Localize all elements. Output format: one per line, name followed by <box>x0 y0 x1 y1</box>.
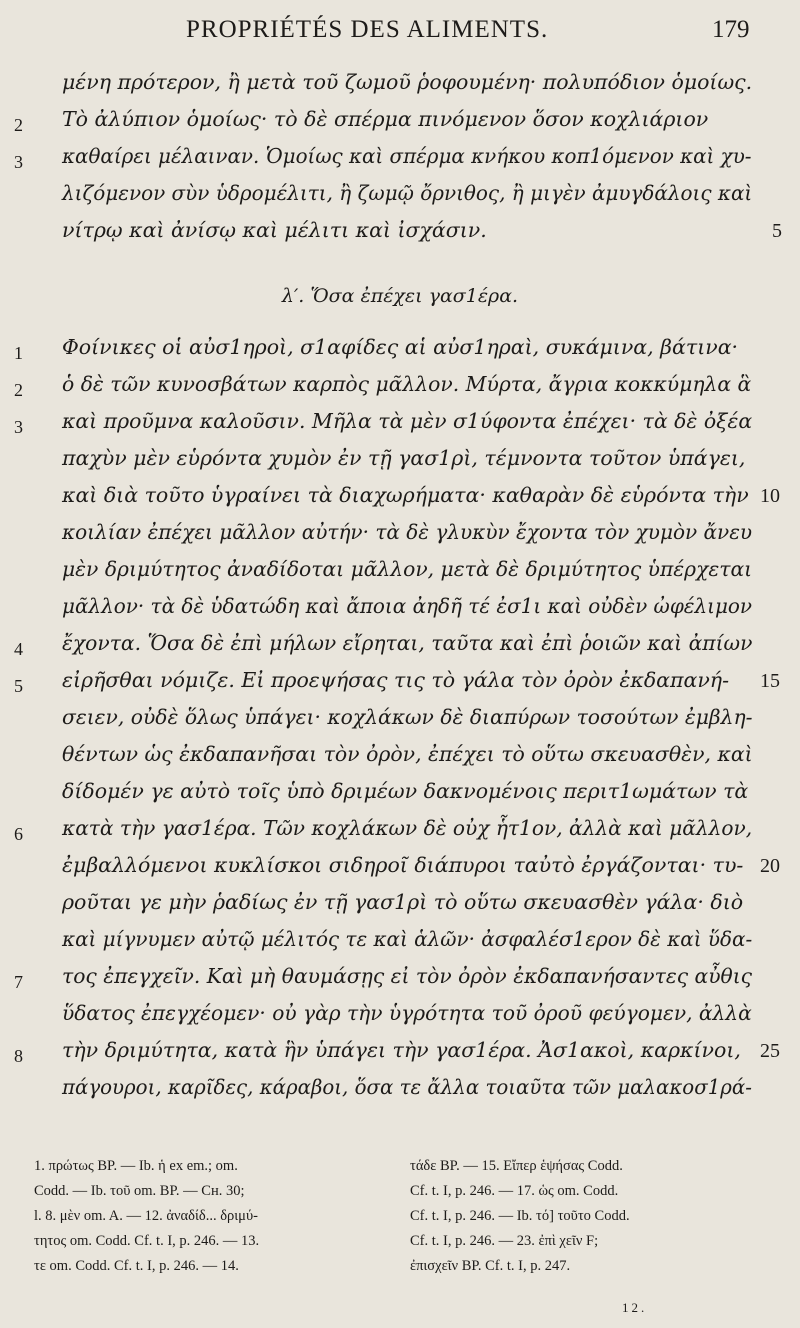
footnote-line: Codd. — Ib. τοῦ om. BP. — Cн. 30; <box>34 1183 245 1199</box>
text-line <box>0 631 800 671</box>
line-text: παχὺν μὲν εὑρόντα χυμὸν ἐν τῇ γασ1ρὶ, τέμνοντα τοῦτον ὑπάγει, <box>62 446 746 470</box>
footnotes <box>0 1158 800 1298</box>
line-text: μᾶλλον· τὰ δὲ ὑδατώδη καὶ ἄποια ἀηδῆ τέ ἐσ1ι καὶ οὐδὲν ὠφέλιμον <box>62 594 753 618</box>
line-text: τὴν δριμύτητα, κατὰ ἣν ὑπάγει τὴν γασ1έρα. Ἀσ1ακοὶ, καρκίνοι, <box>62 1038 741 1062</box>
line-count-marker: 5 <box>772 220 782 242</box>
paragraph-number: 3 <box>14 152 23 172</box>
text-line <box>0 409 800 449</box>
line-text: ὕδατος ἐπεγχέομεν· οὐ γὰρ τὴν ὑγρότητα τοῦ ὀροῦ φεύγομεν, ἀλλὰ <box>62 1001 752 1025</box>
text-line <box>0 1075 800 1115</box>
paragraph-number: 2 <box>14 380 23 400</box>
footnote-line: Cf. t. I, p. 246. — 17. ὡς om. Codd. <box>410 1183 619 1199</box>
text-line <box>0 372 800 412</box>
text-line <box>0 144 800 184</box>
line-text: ροῦται γε μὴν ῥαδίως ἐν τῇ γασ1ρὶ τὸ οὕτω σκευασθὲν γάλα· διὸ <box>62 890 744 914</box>
paragraph-number: 5 <box>14 676 23 696</box>
footnote-line: l. 8. μὲν om. A. — 12. ἀναδίδ... δριμύ- <box>34 1208 258 1224</box>
paragraph-number: 1 <box>14 343 23 363</box>
paragraph-number: 3 <box>14 417 23 437</box>
line-text: λιζόμενον σὺν ὑδρομέλιτι, ἢ ζωμῷ ὄρνιθος, ἢ μιγὲν ἀμυγδάλοις καὶ <box>62 181 753 205</box>
printer-signature: 12. <box>622 1300 648 1315</box>
section-heading: λ′. Ὅσα ἐπέχει γασ1έρα. <box>281 285 519 307</box>
footnote-line: ἐπισχεῖν BP. Cf. t. I, p. 247. <box>410 1258 571 1274</box>
text-line <box>0 927 800 967</box>
text-line <box>0 890 800 930</box>
text-line <box>0 70 800 110</box>
line-text: Τὸ ἀλύπιον ὁμοίως· τὸ δὲ σπέρμα πινόμενον ὅσον κοχλιάριον <box>62 107 709 131</box>
line-count-marker: 15 <box>760 670 780 692</box>
line-text: θέντων ὡς ἐκδαπανῆσαι τὸν ὀρὸν, ἐπέχει τὸ οὕτω σκευασθὲν, καὶ <box>62 742 753 766</box>
text-line <box>0 594 800 634</box>
paragraph-number: 2 <box>14 115 23 135</box>
text-line <box>0 964 800 1004</box>
line-text: δίδομέν γε αὐτὸ τοῖς ὑπὸ δριμέων δακνομένοις περιτ1ωμάτων τὰ <box>62 779 749 803</box>
page-number: 179 <box>712 16 750 43</box>
text-line <box>0 705 800 745</box>
text-line <box>0 181 800 221</box>
text-line <box>0 779 800 819</box>
line-text: νίτρῳ καὶ ἀνίσῳ καὶ μέλιτι καὶ ἰσχάσιν. <box>62 218 487 242</box>
paragraph-number: 8 <box>14 1046 23 1066</box>
footnote-line: Cf. t. I, p. 246. — Ib. τό] τοῦτο Codd. <box>410 1208 630 1224</box>
text-line <box>0 742 800 782</box>
footnote-line: τητος om. Codd. Cf. t. I, p. 246. — 13. <box>34 1233 260 1249</box>
text-line <box>0 483 800 523</box>
text-line <box>0 1001 800 1041</box>
footnote-line: Cf. t. I, p. 246. — 23. ἐπὶ χεῖν F; <box>410 1233 599 1249</box>
text-line <box>0 446 800 486</box>
line-count-marker: 10 <box>760 485 780 507</box>
line-text: κοιλίαν ἐπέχει μᾶλλον αὐτήν· τὰ δὲ γλυκὺν ἔχοντα τὸν χυμὸν ἄνευ <box>62 520 753 544</box>
line-text: ὁ δὲ τῶν κυνοσβάτων καρπὸς μᾶλλον. Μύρτα, ἄγρια κοκκύμηλα ἃ <box>62 372 752 396</box>
running-title: PROPRIÉTÉS DES ALIMENTS. <box>186 16 549 43</box>
running-head <box>0 16 800 48</box>
footnote-line: 1. πρώτως BP. — Ib. ἡ ex em.; om. <box>34 1158 238 1174</box>
line-text: μὲν δριμύτητος ἀναδίδοται μᾶλλον, μετὰ δὲ δριμύτητος ὑπέρχεται <box>62 557 753 581</box>
line-text: ἐμβαλλόμενοι κυκλίσκοι σιδηροῖ διάπυροι ταὐτὸ ἐργάζονται· τυ- <box>62 853 744 877</box>
line-count-marker: 20 <box>760 855 780 877</box>
line-text: καὶ διὰ τοῦτο ὑγραίνει τὰ διαχωρήματα· καθαρὰν δὲ εὑρόντα τὴν <box>62 483 749 507</box>
text-line <box>0 853 800 893</box>
footnote-line: τάδε BP. — 15. Εἴπερ ἑψήσας Codd. <box>410 1158 623 1174</box>
text-line <box>0 107 800 147</box>
text-line <box>0 520 800 560</box>
line-text: κατὰ τὴν γασ1έρα. Τῶν κοχλάκων δὲ οὐχ ἧτ1ον, ἀλλὰ καὶ μᾶλλον, <box>62 816 753 840</box>
text-line <box>0 218 800 258</box>
line-text: μένη πρότερον, ἢ μετὰ τοῦ ζωμοῦ ῥοφουμένη· πολυπόδιον ὁμοίως. <box>62 70 753 94</box>
line-text: πάγουροι, καρῖδες, κάραβοι, ὅσα τε ἄλλα τοιαῦτα τῶν μαλακοσ1ρά- <box>62 1075 752 1099</box>
paragraph-number: 6 <box>14 824 23 844</box>
line-text: εἰρῆσθαι νόμιζε. Εἰ προεψήσας τις τὸ γάλα τὸν ὀρὸν ἐκδαπανή- <box>62 668 730 692</box>
line-text: σειεν, οὐδὲ ὅλως ὑπάγει· κοχλάκων δὲ διαπύρων τοσούτων ἐμβλη- <box>62 705 753 729</box>
line-text: καθαίρει μέλαιναν. Ὁμοίως καὶ σπέρμα κνήκου κοπ1όμενον καὶ χυ- <box>62 144 752 168</box>
text-line <box>0 668 800 708</box>
text-line <box>0 1038 800 1078</box>
line-text: καὶ μίγνυμεν αὐτῷ μέλιτός τε καὶ ἁλῶν· ἀσφαλέσ1ερον δὲ καὶ ὕδα- <box>62 927 753 951</box>
text-line <box>0 557 800 597</box>
line-text: ἔχοντα. Ὅσα δὲ ἐπὶ μήλων εἴρηται, ταῦτα καὶ ἐπὶ ῥοιῶν καὶ ἀπίων <box>62 631 753 655</box>
line-text: Φοίνικες οἱ αὐσ1ηροὶ, σ1αφίδες αἱ αὐσ1ηραὶ, συκάμινα, βάτινα· <box>62 335 739 359</box>
paragraph-number: 4 <box>14 639 23 659</box>
text-line <box>0 816 800 856</box>
text-line <box>0 335 800 375</box>
footnote-line: τε om. Codd. Cf. t. I, p. 246. — 14. <box>34 1258 239 1274</box>
line-text: τος ἐπεγχεῖν. Καὶ μὴ θαυμάσῃς εἰ τὸν ὀρὸν ἐκδαπανήσαντες αὖθις <box>62 964 753 988</box>
line-text: καὶ προῦμνα καλοῦσιν. Μῆλα τὰ μὲν σ1ύφοντα ἐπέχει· τὰ δὲ ὀξέα <box>62 409 753 433</box>
line-count-marker: 25 <box>760 1040 780 1062</box>
paragraph-number: 7 <box>14 972 23 992</box>
